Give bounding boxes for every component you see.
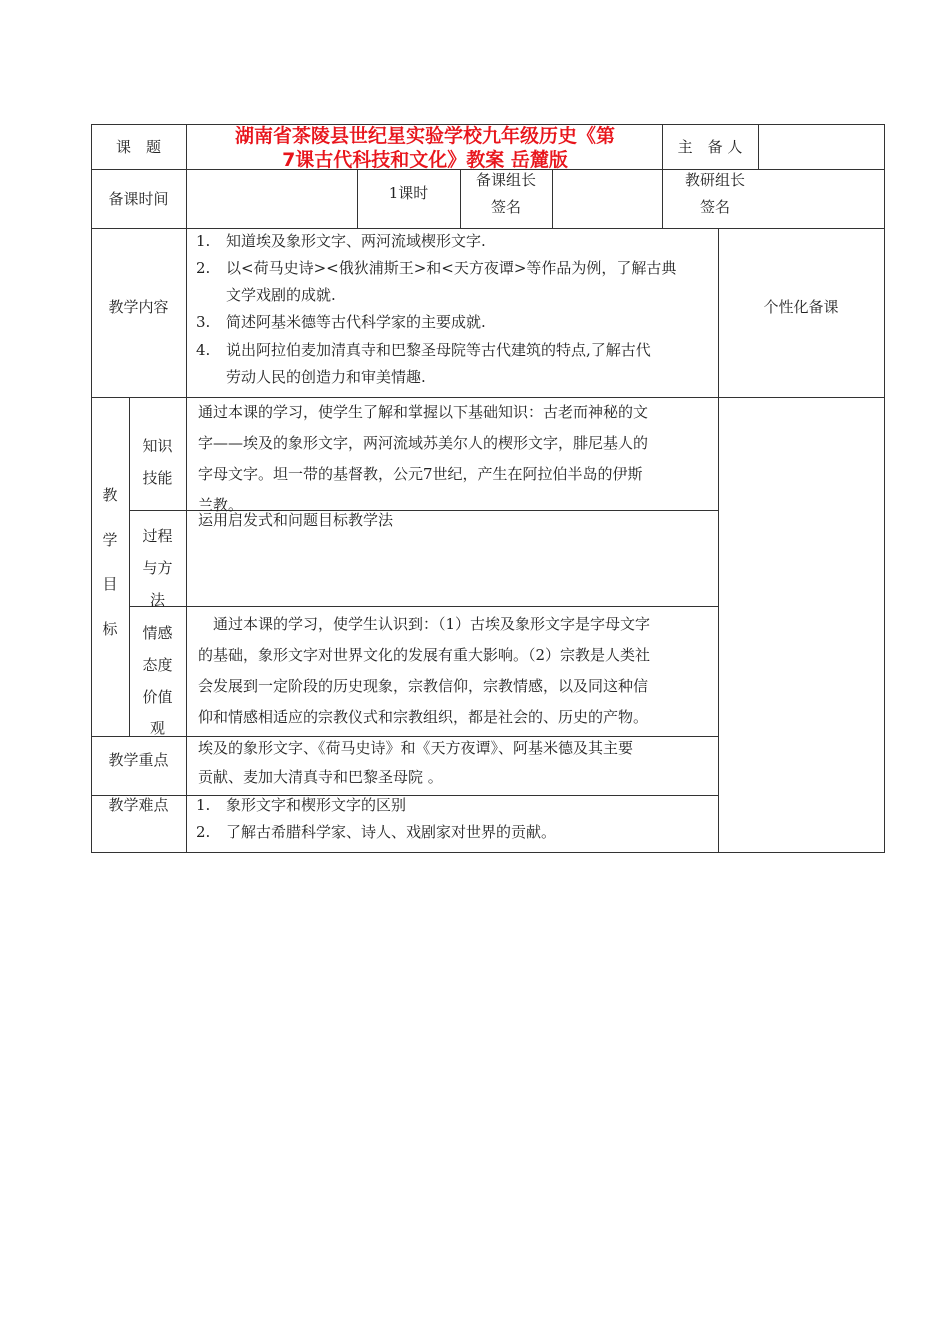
emotion-label: 情感 <box>142 624 173 642</box>
lesson-plan-page: 课 题 湖南省茶陵县世纪星实验学校九年级历史《第 7课古代科技和文化》教案 岳麓版 主 备 人 备课时间 1课时 备课组长 签名 教研组长 签名 教学内容 1. 知道埃及象形文字、两河流域楔形文字. 2. 以<荷马史诗><俄狄浦斯王>和<天方夜谭>等作品为例，了解古典 文学戏剧的成就. 3. 简述阿基米德等古代科学家的主要成就. 4. 说出阿拉伯麦加清真寺和巴黎圣母院等古代建筑的特点,了解古代 劳动人民的创造力和审美情趣. 个性化备课 教 学 目 标 知识 技能 通过本课的学习，使学生了解和掌握以下基础知识：古老而神秘的文 字——埃及的象形文字，两河流域苏美尔人的楔形文字，腓尼基人的 字母文字。坦一带的基督教，公元7世纪，产生在阿拉伯半岛的伊斯 兰教。 过程 与方 法 运用启发式和问题目标教学法 情感 态度 价值 观 通过本课的学习，使学生认识到：（1）古埃及象形文字是字母文字 的基础，象形文字对世界文化的发展有重大影响。（2）宗教是人类社 会发展到一定阶段的历史现象，宗教信仰，宗教情感，以及同这种信 仰和情感相适应的宗教仪式和宗教组织，都是社会的、历史的产物。 教学重点 埃及的象形文字、《荷马史诗》和《天方夜谭》、阿基米德及其主要 贡献、麦加大清真寺和巴黎圣母院 。 教学难点 1. 象形文字和楔形文字的区别 2. 了解古希腊科学家、诗人、戏剧家对世界的贡献。 <box>0 0 950 1344</box>
emotion-label: 观 <box>149 719 165 737</box>
objectives-label-char: 教 <box>102 486 118 504</box>
key-points-text: 埃及的象形文字、《荷马史诗》和《天方夜谭》、阿基米德及其主要 贡献、麦加大清真寺和巴黎圣母院 。 <box>198 739 634 786</box>
row-line-process <box>129 606 718 607</box>
difficulties-label: 教学难点 <box>108 796 169 814</box>
process-text: 运用启发式和问题目标教学法 <box>198 511 394 529</box>
process-label: 与方 <box>142 559 173 577</box>
table-border-right <box>884 124 885 853</box>
topic-label: 课 题 <box>115 138 161 156</box>
page-title <box>190 124 660 172</box>
group-leader-label-2: 签名 <box>490 198 521 216</box>
group-leader-label-1: 备课组长 <box>475 171 536 189</box>
process-label: 过程 <box>142 527 173 545</box>
research-leader-label-2: 签名 <box>699 198 730 216</box>
title-line-1: 湖南省茶陵县世纪星实验学校九年级历史《第 <box>234 125 615 147</box>
knowledge-label: 技能 <box>142 469 173 487</box>
personalized-prep-label: 个性化备课 <box>763 298 839 316</box>
prep-time-label: 备课时间 <box>108 190 169 208</box>
objectives-label-char: 学 <box>102 531 118 549</box>
knowledge-label: 知识 <box>142 437 173 455</box>
emotion-label: 价值 <box>142 688 173 706</box>
emotion-label: 态度 <box>142 656 173 674</box>
col-line <box>758 124 759 170</box>
table-border-bottom <box>91 852 885 853</box>
content-label: 教学内容 <box>108 298 169 316</box>
title-line-2: 7课古代科技和文化》教案 岳麓版 <box>282 149 568 171</box>
objectives-label-char: 目 <box>102 575 118 593</box>
col-line <box>718 228 719 853</box>
research-leader-label-1: 教研组长 <box>684 171 745 189</box>
col-line <box>552 169 553 229</box>
knowledge-text: 通过本课的学习，使学生了解和掌握以下基础知识：古老而神秘的文 字——埃及的象形文字，两河流域苏美尔人的楔形文字，腓尼基人的 字母文字。坦一带的基督教，公元7世纪，产生在阿拉伯半岛的伊斯 兰教。 <box>198 403 649 514</box>
lesson-hours: 1课时 <box>388 184 429 202</box>
emotion-text: 通过本课的学习，使学生认识到：（1）古埃及象形文字是字母文字 的基础，象形文字对世界文化的发展有重大影响。（2）宗教是人类社 会发展到一定阶段的历史现象，宗教信仰，宗教情感，以及同这种信 仰和情感相适应的宗教仪式和宗教组织，都是社会的、历史的产物。 <box>198 615 651 726</box>
objectives-label-char: 标 <box>102 620 118 638</box>
process-label: 法 <box>149 591 165 609</box>
lead-teacher-label: 主 备 人 <box>677 138 743 156</box>
col-line <box>186 124 187 853</box>
key-points-label: 教学重点 <box>108 751 169 769</box>
